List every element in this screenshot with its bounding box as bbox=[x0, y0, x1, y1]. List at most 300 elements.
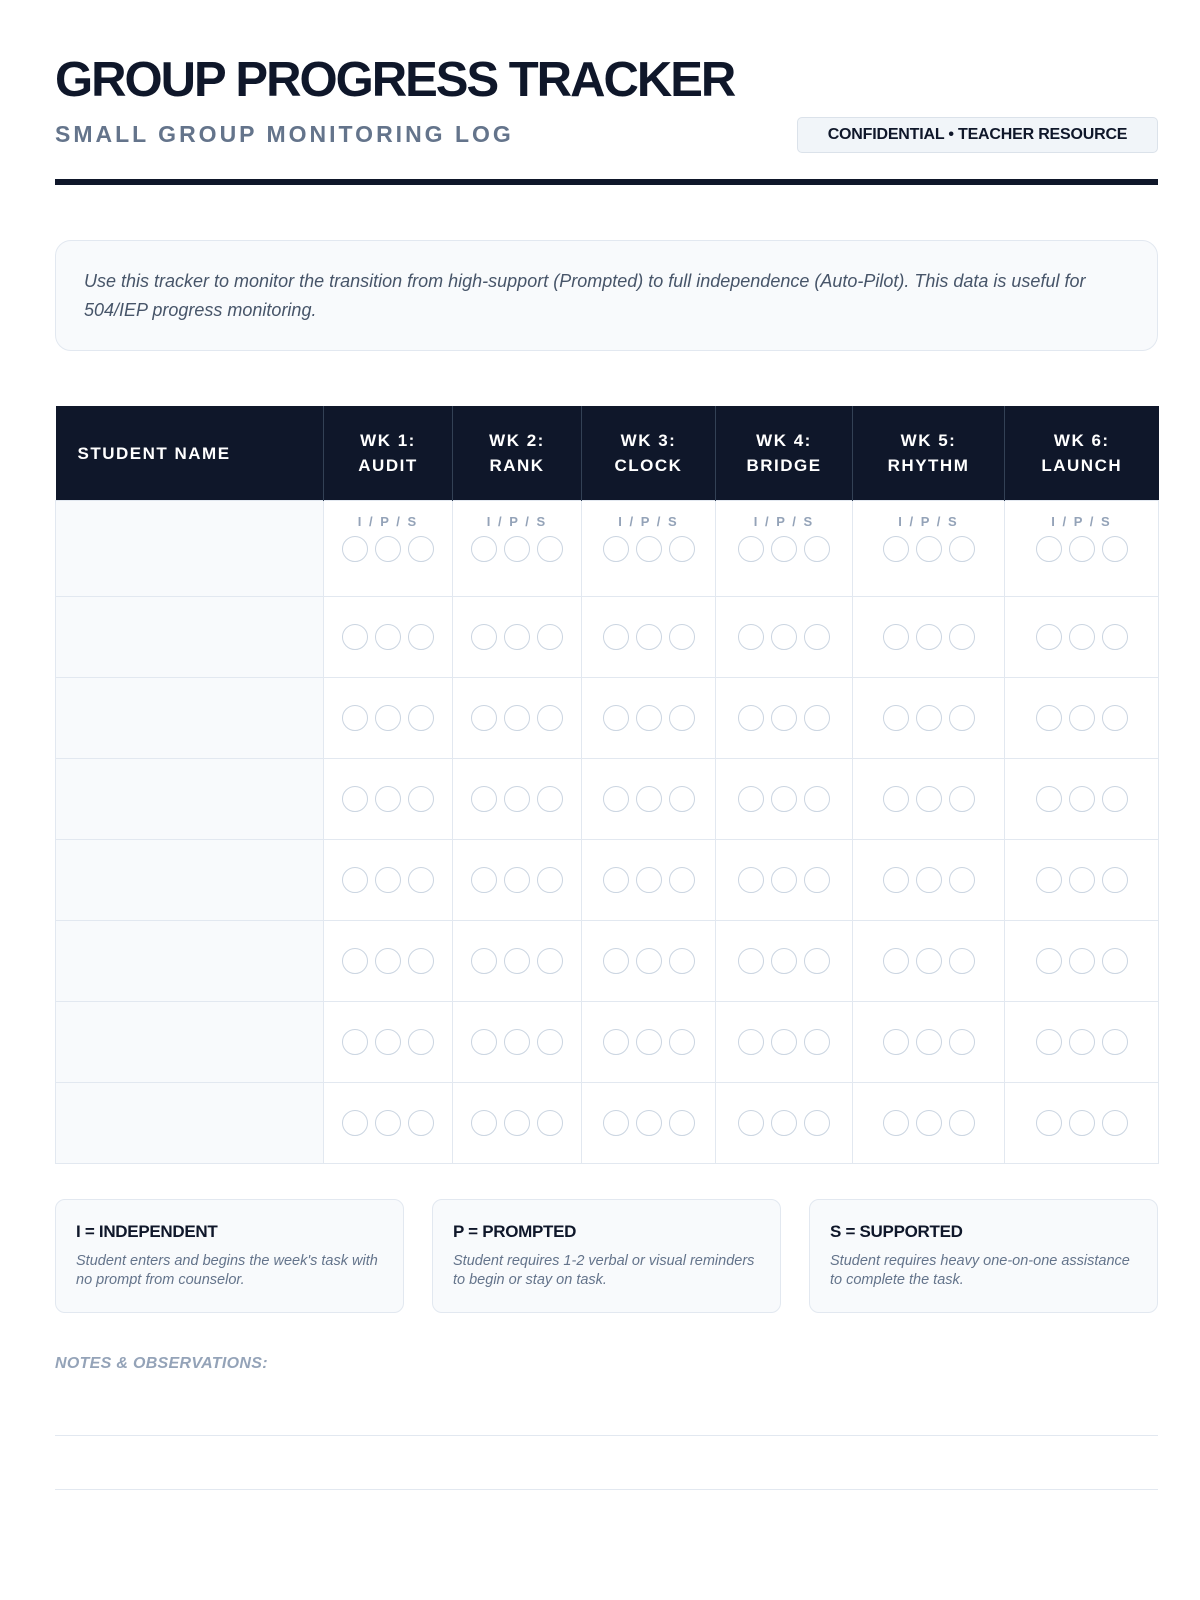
rating-circles bbox=[1005, 948, 1158, 974]
rating-circle-independent[interactable] bbox=[342, 705, 368, 731]
rating-key-label: I / P / S bbox=[357, 514, 419, 529]
week-rating-cell bbox=[1005, 597, 1159, 678]
week-header-number: WK 2: bbox=[489, 431, 545, 450]
rating-circle-supported[interactable] bbox=[669, 786, 695, 812]
week-header-number: WK 6: bbox=[1053, 431, 1110, 450]
rating-circles bbox=[324, 786, 452, 812]
rating-circle-independent[interactable] bbox=[342, 1110, 368, 1136]
rating-circle-independent[interactable] bbox=[1036, 786, 1062, 812]
notes-label: NOTES & OBSERVATIONS: bbox=[55, 1355, 268, 1372]
rating-circle-supported[interactable] bbox=[1102, 624, 1128, 650]
rating-circles bbox=[853, 536, 1004, 562]
week-rating-cell bbox=[716, 921, 853, 1002]
rating-circles bbox=[1005, 1110, 1158, 1136]
rating-key-label: I / P / S bbox=[486, 514, 548, 529]
rating-circles bbox=[582, 624, 715, 650]
rating-circles bbox=[1005, 786, 1158, 812]
rating-circle-supported[interactable] bbox=[537, 536, 563, 562]
week-header bbox=[453, 406, 582, 501]
week-rating-cell bbox=[324, 921, 453, 1002]
rating-circles bbox=[453, 867, 581, 893]
rating-circle-prompted[interactable] bbox=[1069, 705, 1095, 731]
rating-key-label: I / P / S bbox=[753, 514, 815, 529]
rating-circle-supported[interactable] bbox=[1102, 1110, 1128, 1136]
legend-description: Student enters and begins the week's task with no prompt from counselor. bbox=[76, 1253, 378, 1288]
rating-circle-independent[interactable] bbox=[471, 948, 497, 974]
rating-circles bbox=[853, 1029, 1004, 1055]
legend-description: Student requires 1-2 verbal or visual reminders to begin or stay on task. bbox=[453, 1253, 755, 1288]
week-rating-cell bbox=[324, 1083, 453, 1164]
rating-circles bbox=[853, 624, 1004, 650]
confidential-badge: CONFIDENTIAL • TEACHER RESOURCE bbox=[797, 117, 1158, 153]
rating-circle-prompted[interactable] bbox=[504, 867, 530, 893]
rating-circle-prompted[interactable] bbox=[375, 536, 401, 562]
rating-circles bbox=[716, 786, 852, 812]
student-name-cell[interactable] bbox=[56, 1002, 324, 1083]
rating-circle-prompted[interactable] bbox=[1069, 536, 1095, 562]
rating-circle-prompted[interactable] bbox=[636, 948, 662, 974]
rating-circles bbox=[453, 624, 581, 650]
week-rating-cell bbox=[1005, 501, 1159, 597]
rating-circle-prompted[interactable] bbox=[504, 1029, 530, 1055]
rating-circle-prompted[interactable] bbox=[504, 705, 530, 731]
legend-title: I = INDEPENDENT bbox=[76, 1222, 218, 1241]
rating-circles bbox=[1005, 536, 1158, 562]
rating-circle-independent[interactable] bbox=[471, 536, 497, 562]
rating-circle-supported[interactable] bbox=[669, 867, 695, 893]
week-rating-cell bbox=[1005, 678, 1159, 759]
student-name-cell[interactable] bbox=[56, 501, 324, 597]
rating-circle-supported[interactable] bbox=[949, 948, 975, 974]
rating-circle-supported[interactable] bbox=[408, 705, 434, 731]
week-rating-cell bbox=[1005, 840, 1159, 921]
rating-circle-supported[interactable] bbox=[804, 705, 830, 731]
table-header-row bbox=[56, 406, 1159, 501]
rating-circle-prompted[interactable] bbox=[771, 624, 797, 650]
rating-circle-prompted[interactable] bbox=[771, 1110, 797, 1136]
rating-circle-prompted[interactable] bbox=[504, 536, 530, 562]
rating-circle-prompted[interactable] bbox=[636, 536, 662, 562]
rating-circle-independent[interactable] bbox=[342, 1029, 368, 1055]
rating-circles bbox=[1005, 624, 1158, 650]
rating-circle-supported[interactable] bbox=[804, 1029, 830, 1055]
rating-circles bbox=[716, 624, 852, 650]
week-rating-cell bbox=[716, 501, 853, 597]
week-rating-cell bbox=[716, 678, 853, 759]
rating-circle-prompted[interactable] bbox=[771, 705, 797, 731]
rating-circles bbox=[853, 1110, 1004, 1136]
rating-circle-supported[interactable] bbox=[949, 867, 975, 893]
student-row bbox=[56, 597, 1159, 678]
rating-circle-supported[interactable] bbox=[1102, 948, 1128, 974]
rating-circle-prompted[interactable] bbox=[504, 624, 530, 650]
week-rating-cell bbox=[453, 1083, 582, 1164]
rating-circle-prompted[interactable] bbox=[916, 1110, 942, 1136]
week-header-number: WK 5: bbox=[900, 431, 957, 450]
rating-circle-supported[interactable] bbox=[804, 948, 830, 974]
rating-circles bbox=[582, 1110, 715, 1136]
rating-circle-independent[interactable] bbox=[471, 867, 497, 893]
rating-circle-independent[interactable] bbox=[342, 867, 368, 893]
week-rating-cell bbox=[716, 840, 853, 921]
rating-circle-supported[interactable] bbox=[537, 786, 563, 812]
week-header-topic: LAUNCH bbox=[1041, 456, 1123, 475]
rating-circle-independent[interactable] bbox=[883, 1110, 909, 1136]
rating-circle-prompted[interactable] bbox=[1069, 948, 1095, 974]
rating-circle-independent[interactable] bbox=[883, 786, 909, 812]
week-rating-cell bbox=[453, 1002, 582, 1083]
rating-circle-independent[interactable] bbox=[471, 786, 497, 812]
rating-circle-prompted[interactable] bbox=[916, 536, 942, 562]
week-header bbox=[716, 406, 853, 501]
rating-circle-independent[interactable] bbox=[603, 867, 629, 893]
week-rating-cell bbox=[853, 840, 1005, 921]
week-header bbox=[324, 406, 453, 501]
rating-circle-supported[interactable] bbox=[669, 1110, 695, 1136]
rating-circle-supported[interactable] bbox=[949, 1110, 975, 1136]
rating-circles bbox=[716, 948, 852, 974]
week-rating-cell bbox=[853, 678, 1005, 759]
rating-circles bbox=[324, 867, 452, 893]
rating-circle-supported[interactable] bbox=[669, 624, 695, 650]
rating-circle-prompted[interactable] bbox=[916, 705, 942, 731]
rating-circle-prompted[interactable] bbox=[771, 536, 797, 562]
rating-circle-prompted[interactable] bbox=[636, 786, 662, 812]
week-header-topic: AUDIT bbox=[358, 456, 418, 475]
student-row bbox=[56, 921, 1159, 1002]
rating-circle-prompted[interactable] bbox=[636, 867, 662, 893]
rating-circle-independent[interactable] bbox=[738, 867, 764, 893]
rating-circle-independent[interactable] bbox=[603, 705, 629, 731]
student-name-cell[interactable] bbox=[56, 597, 324, 678]
rating-circle-independent[interactable] bbox=[471, 1029, 497, 1055]
rating-circle-independent[interactable] bbox=[603, 624, 629, 650]
legend-description: Student requires heavy one-on-one assistance to complete the task. bbox=[830, 1253, 1130, 1288]
student-name-cell[interactable] bbox=[56, 1083, 324, 1164]
rating-circles bbox=[716, 1110, 852, 1136]
rating-circle-supported[interactable] bbox=[408, 1110, 434, 1136]
week-rating-cell bbox=[853, 759, 1005, 840]
week-rating-cell bbox=[716, 597, 853, 678]
rating-circles bbox=[453, 1029, 581, 1055]
week-rating-cell bbox=[453, 759, 582, 840]
rating-circles bbox=[716, 1029, 852, 1055]
rating-circle-prompted[interactable] bbox=[771, 948, 797, 974]
week-rating-cell bbox=[582, 759, 716, 840]
week-header-number: WK 1: bbox=[360, 431, 416, 450]
rating-key-label: I / P / S bbox=[618, 514, 679, 529]
rating-circle-supported[interactable] bbox=[669, 536, 695, 562]
rating-circles bbox=[324, 705, 452, 731]
student-row bbox=[56, 1002, 1159, 1083]
week-header-number: WK 4: bbox=[756, 431, 812, 450]
rating-circle-independent[interactable] bbox=[603, 786, 629, 812]
student-name-cell[interactable] bbox=[56, 840, 324, 921]
rating-key-label: I / P / S bbox=[1051, 514, 1112, 529]
rating-circles bbox=[582, 867, 715, 893]
rating-circle-independent[interactable] bbox=[738, 536, 764, 562]
rating-circle-independent[interactable] bbox=[738, 624, 764, 650]
week-rating-cell bbox=[582, 840, 716, 921]
student-name-cell[interactable] bbox=[56, 921, 324, 1002]
rating-circle-independent[interactable] bbox=[342, 948, 368, 974]
rating-circle-prompted[interactable] bbox=[375, 1110, 401, 1136]
rating-circles bbox=[582, 1029, 715, 1055]
rating-circle-independent[interactable] bbox=[603, 1029, 629, 1055]
week-rating-cell bbox=[324, 501, 453, 597]
rating-circle-supported[interactable] bbox=[408, 948, 434, 974]
student-name-header: STUDENT NAME bbox=[56, 406, 324, 501]
rating-circle-independent[interactable] bbox=[342, 624, 368, 650]
student-name-cell[interactable] bbox=[56, 678, 324, 759]
rating-circles bbox=[582, 948, 715, 974]
rating-circle-supported[interactable] bbox=[408, 536, 434, 562]
table-body bbox=[56, 501, 1159, 1164]
rating-circle-supported[interactable] bbox=[949, 624, 975, 650]
rating-circle-prompted[interactable] bbox=[916, 948, 942, 974]
rating-circle-prompted[interactable] bbox=[916, 624, 942, 650]
week-rating-cell bbox=[853, 921, 1005, 1002]
rating-circles bbox=[853, 786, 1004, 812]
legend-supported bbox=[809, 1199, 1158, 1313]
rating-circle-independent[interactable] bbox=[1036, 705, 1062, 731]
student-row bbox=[56, 678, 1159, 759]
rating-circle-prompted[interactable] bbox=[771, 867, 797, 893]
week-rating-cell bbox=[853, 597, 1005, 678]
rating-circle-supported[interactable] bbox=[669, 705, 695, 731]
week-rating-cell bbox=[324, 759, 453, 840]
week-rating-cell bbox=[453, 840, 582, 921]
rating-circle-supported[interactable] bbox=[804, 536, 830, 562]
week-header bbox=[853, 406, 1005, 501]
week-header bbox=[582, 406, 716, 501]
week-rating-cell bbox=[582, 678, 716, 759]
rating-circle-supported[interactable] bbox=[949, 1029, 975, 1055]
rating-circle-prompted[interactable] bbox=[636, 705, 662, 731]
week-rating-cell bbox=[453, 597, 582, 678]
student-name-cell[interactable] bbox=[56, 759, 324, 840]
week-rating-cell bbox=[324, 840, 453, 921]
week-rating-cell bbox=[853, 501, 1005, 597]
rating-circles bbox=[453, 705, 581, 731]
rating-circle-supported[interactable] bbox=[804, 786, 830, 812]
page-subtitle: SMALL GROUP MONITORING LOG bbox=[55, 121, 514, 147]
rating-circle-independent[interactable] bbox=[738, 705, 764, 731]
student-row bbox=[56, 501, 1159, 597]
rating-circles bbox=[582, 536, 715, 562]
rating-circles bbox=[1005, 705, 1158, 731]
rating-circle-prompted[interactable] bbox=[1069, 624, 1095, 650]
rating-circle-supported[interactable] bbox=[804, 624, 830, 650]
week-header bbox=[1005, 406, 1159, 501]
rating-circles bbox=[453, 1110, 581, 1136]
rating-circle-independent[interactable] bbox=[883, 705, 909, 731]
rating-circle-prompted[interactable] bbox=[375, 624, 401, 650]
instructions-box: Use this tracker to monitor the transition from high-support (Prompted) to full independence (Auto-Pilot). This data is useful for 504/IEP progress monitoring. bbox=[55, 240, 1158, 351]
rating-circle-independent[interactable] bbox=[1036, 1110, 1062, 1136]
week-header-topic: CLOCK bbox=[614, 456, 683, 475]
rating-circles bbox=[324, 624, 452, 650]
student-row bbox=[56, 1083, 1159, 1164]
rating-circles bbox=[324, 1029, 452, 1055]
rating-circle-supported[interactable] bbox=[669, 948, 695, 974]
week-rating-cell bbox=[716, 1083, 853, 1164]
rating-circles bbox=[453, 786, 581, 812]
week-rating-cell bbox=[716, 1002, 853, 1083]
rating-circle-prompted[interactable] bbox=[636, 624, 662, 650]
rating-circle-prompted[interactable] bbox=[636, 1110, 662, 1136]
week-rating-cell bbox=[716, 759, 853, 840]
legend-title: S = SUPPORTED bbox=[830, 1222, 963, 1241]
week-rating-cell bbox=[1005, 1002, 1159, 1083]
week-rating-cell bbox=[853, 1002, 1005, 1083]
legend-title: P = PROMPTED bbox=[453, 1222, 577, 1241]
rating-circle-supported[interactable] bbox=[537, 948, 563, 974]
rating-circle-prompted[interactable] bbox=[771, 786, 797, 812]
rating-circle-independent[interactable] bbox=[1036, 624, 1062, 650]
rating-circle-supported[interactable] bbox=[1102, 705, 1128, 731]
rating-circles bbox=[324, 948, 452, 974]
rating-circles bbox=[453, 948, 581, 974]
rating-circle-prompted[interactable] bbox=[1069, 1110, 1095, 1136]
rating-circle-supported[interactable] bbox=[408, 867, 434, 893]
rating-circles bbox=[716, 867, 852, 893]
rating-circle-independent[interactable] bbox=[738, 1110, 764, 1136]
rating-circles bbox=[853, 705, 1004, 731]
rating-circle-independent[interactable] bbox=[603, 536, 629, 562]
rating-circles bbox=[582, 705, 715, 731]
rating-circle-independent[interactable] bbox=[471, 705, 497, 731]
rating-circle-supported[interactable] bbox=[537, 705, 563, 731]
rating-circles bbox=[853, 948, 1004, 974]
rating-circle-prompted[interactable] bbox=[375, 867, 401, 893]
rating-circle-independent[interactable] bbox=[1036, 867, 1062, 893]
student-row bbox=[56, 840, 1159, 921]
rating-circle-supported[interactable] bbox=[537, 1029, 563, 1055]
rating-circle-supported[interactable] bbox=[669, 1029, 695, 1055]
rating-circle-supported[interactable] bbox=[804, 867, 830, 893]
week-rating-cell bbox=[453, 501, 582, 597]
page-title: GROUP PROGRESS TRACKER bbox=[55, 53, 735, 107]
rating-circle-supported[interactable] bbox=[949, 536, 975, 562]
week-rating-cell bbox=[324, 1002, 453, 1083]
rating-circle-independent[interactable] bbox=[883, 624, 909, 650]
legend-independent bbox=[55, 1199, 404, 1313]
week-rating-cell bbox=[582, 501, 716, 597]
week-rating-cell bbox=[1005, 759, 1159, 840]
legend-prompted bbox=[432, 1199, 781, 1313]
rating-circle-supported[interactable] bbox=[408, 1029, 434, 1055]
rating-circle-independent[interactable] bbox=[342, 786, 368, 812]
rating-circle-supported[interactable] bbox=[408, 786, 434, 812]
rating-circle-supported[interactable] bbox=[1102, 536, 1128, 562]
rating-circle-supported[interactable] bbox=[537, 867, 563, 893]
rating-circle-independent[interactable] bbox=[603, 1110, 629, 1136]
week-rating-cell bbox=[582, 597, 716, 678]
rating-circle-prompted[interactable] bbox=[916, 786, 942, 812]
header-divider bbox=[55, 179, 1158, 185]
week-rating-cell bbox=[324, 678, 453, 759]
rating-circle-supported[interactable] bbox=[804, 1110, 830, 1136]
rating-circles bbox=[853, 867, 1004, 893]
week-rating-cell bbox=[1005, 921, 1159, 1002]
student-row bbox=[56, 759, 1159, 840]
notes-line[interactable] bbox=[55, 1489, 1158, 1490]
rating-circles bbox=[1005, 1029, 1158, 1055]
rating-circle-independent[interactable] bbox=[603, 948, 629, 974]
rating-circle-supported[interactable] bbox=[537, 1110, 563, 1136]
week-header-number: WK 3: bbox=[620, 431, 677, 450]
rating-circle-independent[interactable] bbox=[883, 536, 909, 562]
rating-circle-prompted[interactable] bbox=[636, 1029, 662, 1055]
rating-circle-prompted[interactable] bbox=[916, 867, 942, 893]
week-rating-cell bbox=[853, 1083, 1005, 1164]
rating-circle-supported[interactable] bbox=[949, 786, 975, 812]
rating-circle-supported[interactable] bbox=[949, 705, 975, 731]
rating-circle-prompted[interactable] bbox=[916, 1029, 942, 1055]
rating-circle-independent[interactable] bbox=[1036, 1029, 1062, 1055]
rating-circle-prompted[interactable] bbox=[504, 1110, 530, 1136]
rating-circle-supported[interactable] bbox=[1102, 867, 1128, 893]
week-rating-cell bbox=[582, 921, 716, 1002]
rating-circle-supported[interactable] bbox=[537, 624, 563, 650]
rating-circle-supported[interactable] bbox=[1102, 786, 1128, 812]
rating-circles bbox=[1005, 867, 1158, 893]
rating-circle-independent[interactable] bbox=[883, 948, 909, 974]
rating-circle-prompted[interactable] bbox=[504, 786, 530, 812]
rating-circle-prompted[interactable] bbox=[1069, 1029, 1095, 1055]
rating-circle-independent[interactable] bbox=[342, 536, 368, 562]
rating-circle-prompted[interactable] bbox=[375, 786, 401, 812]
week-rating-cell bbox=[582, 1002, 716, 1083]
week-rating-cell bbox=[582, 1083, 716, 1164]
rating-circles bbox=[716, 705, 852, 731]
rating-circle-supported[interactable] bbox=[408, 624, 434, 650]
rating-circles bbox=[324, 536, 452, 562]
week-header-topic: BRIDGE bbox=[746, 456, 822, 475]
rating-circles bbox=[324, 1110, 452, 1136]
rating-circle-independent[interactable] bbox=[1036, 948, 1062, 974]
rating-circles bbox=[716, 536, 852, 562]
week-header-topic: RHYTHM bbox=[887, 456, 970, 475]
rating-circle-independent[interactable] bbox=[883, 867, 909, 893]
week-rating-cell bbox=[324, 597, 453, 678]
rating-circle-prompted[interactable] bbox=[1069, 867, 1095, 893]
week-rating-cell bbox=[453, 921, 582, 1002]
rating-circle-prompted[interactable] bbox=[504, 948, 530, 974]
rating-circle-independent[interactable] bbox=[738, 948, 764, 974]
rating-circle-supported[interactable] bbox=[1102, 1029, 1128, 1055]
notes-line[interactable] bbox=[55, 1435, 1158, 1436]
rating-circle-independent[interactable] bbox=[471, 1110, 497, 1136]
rating-circle-independent[interactable] bbox=[738, 786, 764, 812]
rating-circle-prompted[interactable] bbox=[375, 1029, 401, 1055]
progress-table bbox=[55, 406, 1159, 1164]
rating-circles bbox=[453, 536, 581, 562]
rating-circle-prompted[interactable] bbox=[771, 1029, 797, 1055]
rating-circles bbox=[582, 786, 715, 812]
week-rating-cell bbox=[1005, 1083, 1159, 1164]
rating-circle-independent[interactable] bbox=[1036, 536, 1062, 562]
rating-circle-independent[interactable] bbox=[883, 1029, 909, 1055]
week-header-topic: RANK bbox=[489, 456, 545, 475]
rating-key-label: I / P / S bbox=[898, 514, 959, 529]
rating-circle-prompted[interactable] bbox=[375, 705, 401, 731]
rating-circle-prompted[interactable] bbox=[1069, 786, 1095, 812]
rating-circle-independent[interactable] bbox=[738, 1029, 764, 1055]
rating-circle-independent[interactable] bbox=[471, 624, 497, 650]
rating-circle-prompted[interactable] bbox=[375, 948, 401, 974]
